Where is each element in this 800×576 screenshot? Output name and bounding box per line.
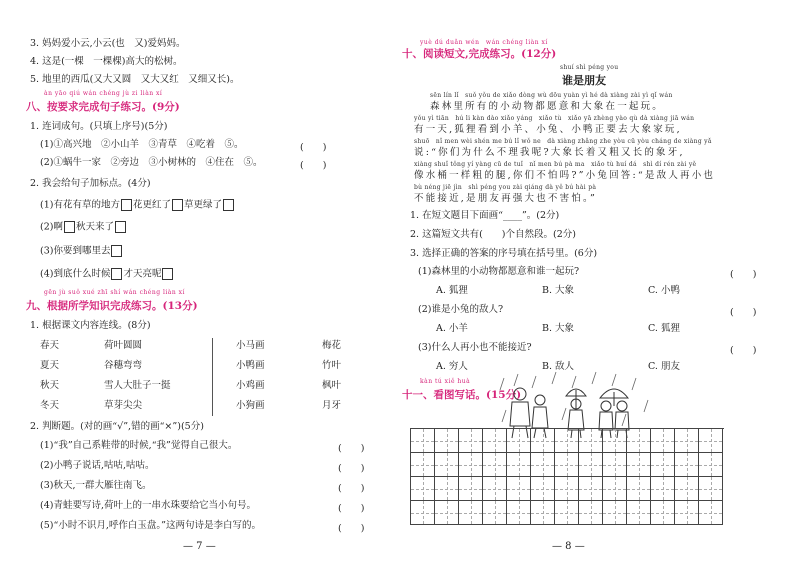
sub-question: (1)森林里的小动物都愿意和谁一起玩? xyxy=(418,266,580,277)
sec11-pinyin: kàn tú xiě huà xyxy=(420,378,471,385)
grid-cell[interactable] xyxy=(627,477,651,501)
grid-cell[interactable] xyxy=(555,453,579,477)
answer-paren[interactable]: ( ) xyxy=(338,463,365,474)
punctuation-box[interactable] xyxy=(111,245,122,257)
grid-cell[interactable] xyxy=(675,429,699,453)
grid-cell[interactable] xyxy=(699,453,723,477)
grid-cell[interactable] xyxy=(435,477,459,501)
sec8-q1-1: (1)①高兴地 ②小山羊 ③青草 ④吃着 ⑤。 xyxy=(40,139,244,150)
option[interactable]: C. 朋友 xyxy=(648,361,680,372)
answer-paren[interactable]: ( ) xyxy=(730,345,757,356)
q2-2-part-b: 秋天来了 xyxy=(75,221,114,233)
option[interactable]: B. 敌人 xyxy=(542,361,575,372)
grid-cell[interactable] xyxy=(675,501,699,525)
grid-cell[interactable] xyxy=(507,429,531,453)
punctuation-box[interactable] xyxy=(64,221,75,233)
punctuation-box[interactable] xyxy=(115,221,126,233)
sec8-q1-2: (2)①蜗牛一家 ②旁边 ③小树林的 ④住在 ⑤。 xyxy=(40,157,263,168)
match-col3[interactable]: 小鸡画 xyxy=(236,380,265,391)
story-line: 有一天,狐狸看到小羊、小兔、小鸭正要去大象家玩, xyxy=(414,124,682,135)
grid-cell[interactable] xyxy=(531,501,555,525)
grid-cell[interactable] xyxy=(435,501,459,525)
q2-4-part-b: 才天亮呢 xyxy=(123,268,162,280)
sec9-q2: 2. 判断题。(对的画“√”,错的画“×”)(5分) xyxy=(30,421,204,432)
grid-cell[interactable] xyxy=(651,453,675,477)
option[interactable]: B. 大象 xyxy=(542,323,575,334)
grid-cell[interactable] xyxy=(699,429,723,453)
sec10-q1: 1. 在短文题目下面画“____”。(2分) xyxy=(410,210,560,221)
grid-cell[interactable] xyxy=(651,501,675,525)
match-col4[interactable]: 月牙 xyxy=(322,400,342,411)
match-col4[interactable]: 枫叶 xyxy=(322,380,342,391)
q2-1-part-c: 草更绿了 xyxy=(183,199,222,211)
sub-question: (3)什么人再小也不能接近? xyxy=(418,342,532,353)
grid-cell[interactable] xyxy=(411,501,435,525)
punctuation-box[interactable] xyxy=(121,199,132,211)
grid-cell[interactable] xyxy=(531,429,555,453)
story-line: 说:“你们为什么不理我呢?大象长着又粗又长的象牙, xyxy=(414,147,685,158)
q7-item-4: 4. 这是(一棵 一棵棵)高大的松树。 xyxy=(30,56,183,67)
judge-item: (2)小鸭子说话,咕咕,咕咕。 xyxy=(40,460,155,471)
grid-cell[interactable] xyxy=(411,453,435,477)
sec9-pinyin: gēn jù suǒ xué zhī shí wán chéng liàn xí xyxy=(44,289,185,296)
option[interactable]: B. 大象 xyxy=(542,285,575,296)
match-col4[interactable]: 竹叶 xyxy=(322,360,342,371)
match-col1[interactable]: 冬天 xyxy=(40,400,60,411)
grid-cell[interactable] xyxy=(555,429,579,453)
match-col2[interactable]: 草芽尖尖 xyxy=(104,400,143,411)
match-col1[interactable]: 春天 xyxy=(40,340,60,351)
grid-cell[interactable] xyxy=(507,453,531,477)
grid-cell[interactable] xyxy=(531,453,555,477)
match-col2[interactable]: 雪人大肚子一挺 xyxy=(104,380,171,391)
option[interactable]: C. 狐狸 xyxy=(648,323,680,334)
right-page xyxy=(400,0,800,576)
answer-paren[interactable]: ( ) xyxy=(730,269,757,280)
grid-cell[interactable] xyxy=(507,477,531,501)
q2-1-part-b: 花更红了 xyxy=(132,199,171,211)
grid-cell[interactable] xyxy=(411,429,435,453)
grid-cell[interactable] xyxy=(699,501,723,525)
match-col1[interactable]: 夏天 xyxy=(40,360,60,371)
q2-2-part-a: (2)啊 xyxy=(40,221,63,233)
grid-cell[interactable] xyxy=(579,477,603,501)
grid-cell[interactable] xyxy=(483,453,507,477)
grid-cell[interactable] xyxy=(603,501,627,525)
sec10-q2: 2. 这篇短文共有( )个自然段。(2分) xyxy=(410,229,576,240)
sec8-q2-3 xyxy=(40,245,123,258)
grid-cell[interactable] xyxy=(627,453,651,477)
grid-cell[interactable] xyxy=(627,429,651,453)
story-pinyin: sēn lín lǐ suǒ yǒu de xiǎo dòng wù dōu yuàn yì hé dà xiàng zài yì qǐ wán xyxy=(430,92,673,99)
match-col3[interactable]: 小马画 xyxy=(236,340,265,351)
grid-cell[interactable] xyxy=(459,477,483,501)
sec8-q2-1 xyxy=(40,199,235,212)
match-col4[interactable]: 梅花 xyxy=(322,340,342,351)
match-col3[interactable]: 小鸭画 xyxy=(236,360,265,371)
grid-cell[interactable] xyxy=(651,429,675,453)
grid-cell[interactable] xyxy=(459,429,483,453)
grid-cell[interactable] xyxy=(603,477,627,501)
story-pinyin: bù néng jiē jìn shì péng you zài qiáng dà yě bú hài pà xyxy=(414,184,597,191)
punctuation-box[interactable] xyxy=(162,268,173,280)
sec10-title: 十、阅读短文,完成练习。(12分) xyxy=(402,48,557,60)
option[interactable]: A. 狐狸 xyxy=(436,285,468,296)
grid-cell[interactable] xyxy=(435,429,459,453)
grid-cell[interactable] xyxy=(579,453,603,477)
q2-1-part-a: (1)有花有草的地方 xyxy=(40,199,120,211)
answer-paren[interactable]: ( ) xyxy=(300,142,327,153)
page-number: — 8 — xyxy=(552,541,585,552)
grid-cell[interactable] xyxy=(651,477,675,501)
grid-cell[interactable] xyxy=(483,477,507,501)
grid-cell[interactable] xyxy=(627,501,651,525)
matching-divider xyxy=(212,338,213,416)
match-col1[interactable]: 秋天 xyxy=(40,380,60,391)
sec8-pinyin: àn yāo qiú wán chéng jù zi liàn xí xyxy=(44,90,163,97)
grid-cell[interactable] xyxy=(555,501,579,525)
grid-cell[interactable] xyxy=(483,501,507,525)
match-col2[interactable]: 谷穗弯弯 xyxy=(104,360,143,371)
sec8-q2: 2. 我会给句子加标点。(4分) xyxy=(30,178,151,189)
option[interactable]: C. 小鸭 xyxy=(648,285,680,296)
answer-paren[interactable]: ( ) xyxy=(338,503,365,514)
writing-grid[interactable] xyxy=(410,428,724,525)
sec8-title: 八、按要求完成句子练习。(9分) xyxy=(26,101,180,113)
match-col3[interactable]: 小狗画 xyxy=(236,400,265,411)
sec10-q3: 3. 选择正确的答案的序号填在括号里。(6分) xyxy=(410,248,598,259)
answer-paren[interactable]: ( ) xyxy=(338,523,365,534)
grid-cell[interactable] xyxy=(483,429,507,453)
answer-paren[interactable]: ( ) xyxy=(338,443,365,454)
grid-cell[interactable] xyxy=(675,453,699,477)
punctuation-box[interactable] xyxy=(223,199,234,211)
grid-cell[interactable] xyxy=(579,429,603,453)
sec8-q2-2 xyxy=(40,221,127,234)
punctuation-box[interactable] xyxy=(172,199,183,211)
q2-4-part-a: (4)到底什么时候 xyxy=(40,268,111,280)
story-line: 像水桶一样粗的腿,你们不怕吗?”小兔回答:“是敌人再小也 xyxy=(414,170,716,181)
option[interactable]: A. 小羊 xyxy=(436,323,468,334)
sec8-q1: 1. 连词成句。(只填上序号)(5分) xyxy=(30,121,168,132)
q2-3-part-a: (3)你要到哪里去 xyxy=(40,245,111,257)
judge-item: (4)青蛙要写诗,荷叶上的一串水珠要给它当小句号。 xyxy=(40,500,256,511)
page-number: — 7 — xyxy=(183,541,216,552)
story-title-pinyin: shuí shì péng you xyxy=(560,64,619,71)
grid-cell[interactable] xyxy=(579,501,603,525)
story-line: 不能接近,是朋友再强大也不害怕。” xyxy=(414,193,598,204)
story-pinyin: shuō nǐ men wèi shén me bú lǐ wǒ ne dà xiàng zhǎng zhe yòu cū yòu cháng de xiàng yǎ xyxy=(414,138,712,145)
judge-item: (3)秋天,一群大雁往南飞。 xyxy=(40,480,152,491)
q7-item-5: 5. 地里的西瓜(又大又圆 又大又红 又细又长)。 xyxy=(30,74,240,85)
grid-cell[interactable] xyxy=(675,477,699,501)
sec9-q1: 1. 根据课文内容连线。(8分) xyxy=(30,320,151,331)
sec11-title: 十一、看图写话。(15分) xyxy=(402,389,522,401)
answer-paren[interactable]: ( ) xyxy=(338,483,365,494)
grid-cell[interactable] xyxy=(507,501,531,525)
grid-cell[interactable] xyxy=(555,477,579,501)
sec10-pinyin: yuè dú duǎn wén wán chéng liàn xí xyxy=(420,39,548,46)
punctuation-box[interactable] xyxy=(111,268,122,280)
q7-item-3: 3. 妈妈爱小云,小云(也 又)爱妈妈。 xyxy=(30,38,186,49)
match-col2[interactable]: 荷叶圆圆 xyxy=(104,340,143,351)
grid-cell[interactable] xyxy=(531,477,555,501)
judge-item: (1)“我”自己系鞋带的时候,“我”觉得自己很大。 xyxy=(40,440,238,451)
grid-cell[interactable] xyxy=(699,477,723,501)
story-line: 森林里所有的小动物都愿意和大象在一起玩。 xyxy=(430,101,665,112)
story-pinyin: xiàng shuǐ tǒng yí yàng cū de tuǐ nǐ men bú pà ma xiǎo tù huí dá shì dí rén zài yě xyxy=(414,161,697,168)
grid-cell[interactable] xyxy=(435,453,459,477)
grid-cell[interactable] xyxy=(459,501,483,525)
story-pinyin: yǒu yì tiān hú li kàn dào xiǎo yáng xiǎo tù xiǎo yā zhèng yào qù dà xiàng jiā wán xyxy=(414,115,695,122)
grid-cell[interactable] xyxy=(603,453,627,477)
option[interactable]: A. 穷人 xyxy=(436,361,468,372)
grid-cell[interactable] xyxy=(459,453,483,477)
grid-cell[interactable] xyxy=(411,477,435,501)
sec9-title: 九、根据所学知识完成练习。(13分) xyxy=(26,300,198,312)
answer-paren[interactable]: ( ) xyxy=(300,160,327,171)
answer-paren[interactable]: ( ) xyxy=(730,307,757,318)
sub-question: (2)谁是小兔的敌人? xyxy=(418,304,504,315)
grid-cell[interactable] xyxy=(603,429,627,453)
sec8-q2-4 xyxy=(40,268,174,281)
story-title: 谁是朋友 xyxy=(562,74,606,87)
judge-item: (5)“小时不识月,呼作白玉盘。”这两句诗是李白写的。 xyxy=(40,520,261,531)
